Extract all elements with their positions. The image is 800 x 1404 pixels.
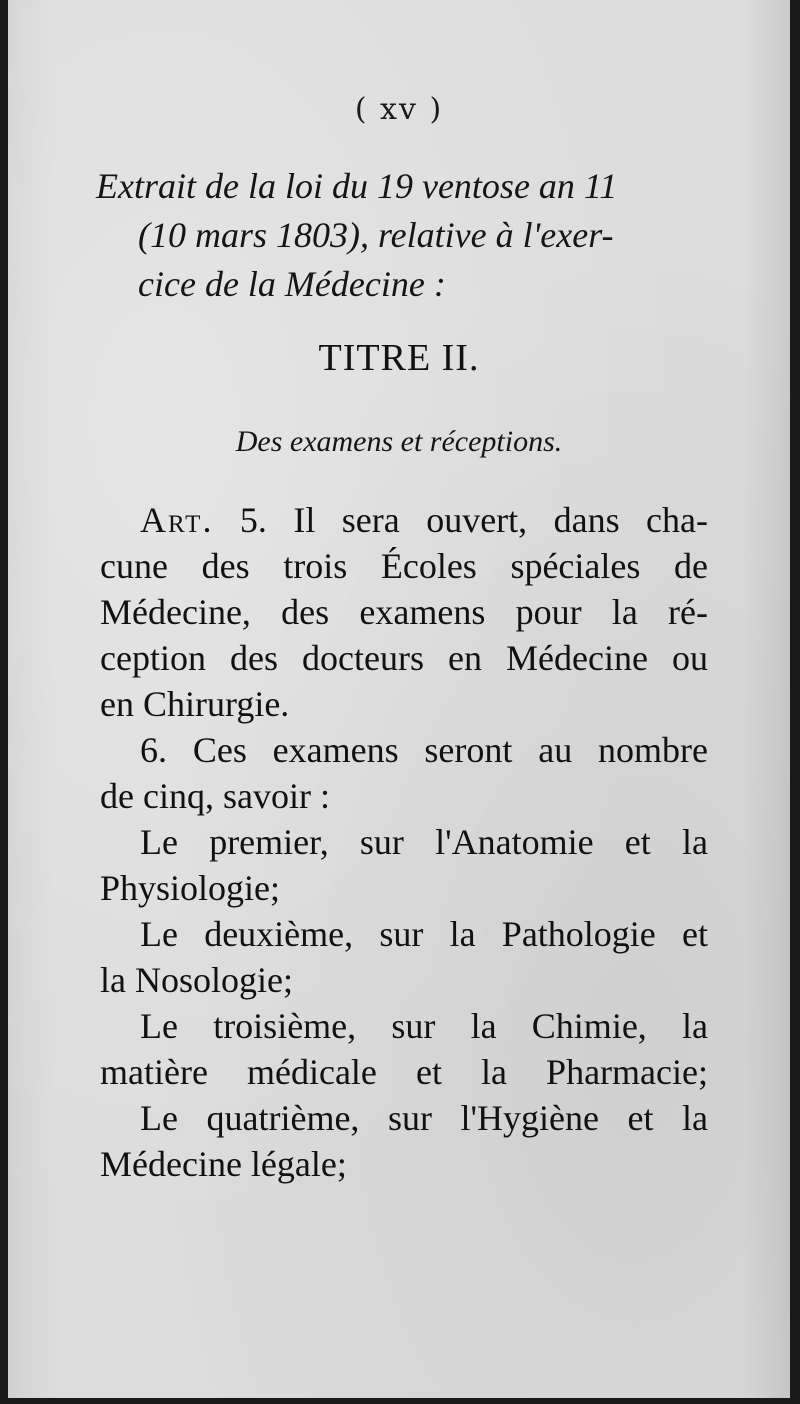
article-5-line-5: en Chirurgie.	[100, 684, 290, 724]
article-6-line-5: Le deuxième, sur la Pathologie et	[140, 914, 708, 954]
article-label: Art.	[140, 500, 214, 540]
section-heading: TITRE II.	[318, 337, 480, 379]
article-5-line-2: cune des trois Écoles spéciales de	[100, 546, 708, 586]
article-6-line-2: de cinq, savoir :	[100, 776, 330, 816]
section-subheading: Des examens et réceptions.	[235, 425, 563, 458]
article-5-text-1: 5. Il sera ouvert, dans cha-	[239, 500, 708, 540]
article-5-line-4: ception des docteurs en Médecine ou	[100, 638, 708, 678]
article-6-line-7: Le troisième, sur la Chimie, la	[140, 1006, 708, 1046]
article-5-line-1	[100, 497, 708, 543]
title-line-2: (10 mars 1803), relative à l'exer-	[138, 215, 614, 255]
title-line-1: Extrait de la loi du 19 ventose an 11	[96, 166, 618, 206]
article-6-line-6: la Nosologie;	[100, 960, 293, 1000]
title-line-3: cice de la Médecine :	[138, 264, 446, 304]
article-6-line-1: 6. Ces examens seront au nombre	[140, 730, 708, 770]
extract-title	[96, 162, 716, 309]
article-5-line-3: Médecine, des examens pour la ré-	[100, 592, 708, 632]
page-number: ( xv )	[354, 92, 444, 127]
article-6-line-4: Physiologie;	[100, 868, 281, 908]
article-6-line-3: Le premier, sur l'Anatomie et la	[140, 822, 708, 862]
article-6-line-8: matière médicale et la Pharmacie;	[100, 1052, 708, 1092]
book-page	[8, 0, 790, 1398]
article-6-line-9: Le quatrième, sur l'Hygiène et la	[140, 1098, 708, 1138]
article-6-line-10: Médecine légale;	[100, 1144, 347, 1184]
body-text	[100, 497, 708, 1187]
